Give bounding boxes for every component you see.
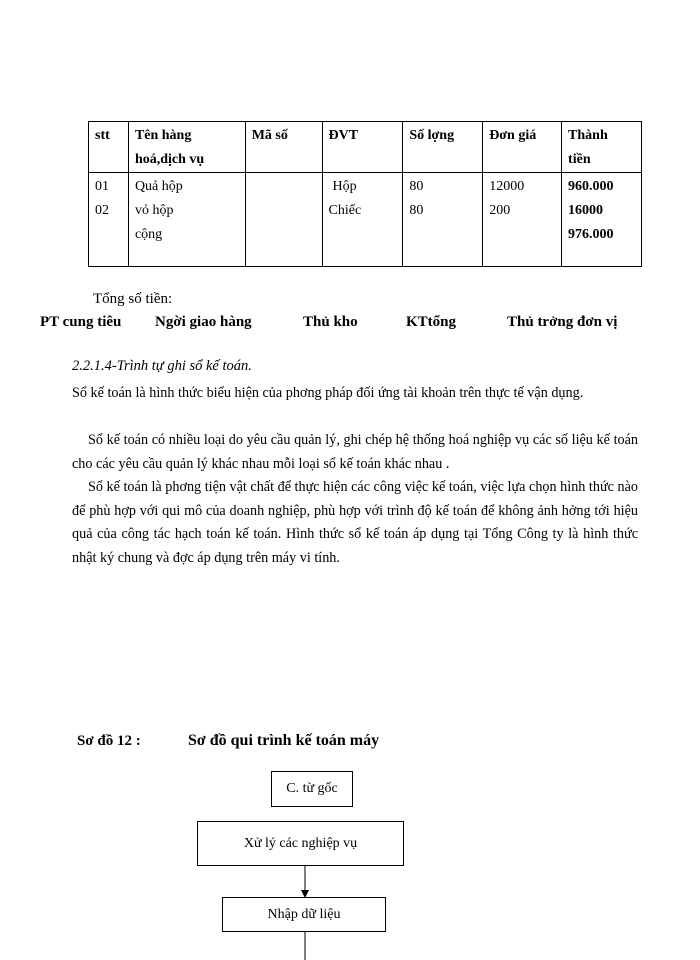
- header-name: Tên hàng hoá,dịch vụ: [128, 122, 245, 173]
- header-price: Đơn giá: [483, 122, 562, 173]
- diagram-title: Sơ đồ qui trình kế toán máy: [188, 732, 380, 749]
- section-heading: 2.2.1.4-Trình tự ghi sổ kế toán.: [72, 358, 252, 374]
- header-code: Mã số: [245, 122, 322, 173]
- paragraph-2: Sổ kế toán có nhiều loại do yêu cầu quản lý, ghi chép hệ thống hoá nghiệp vụ các số liệu kế toán cho các yêu cầu quản lý khác nhau mỗi loại sổ kế toán khác nhau .: [72, 432, 638, 472]
- stt-cell: 01 02: [89, 173, 129, 267]
- flow-node-process: Xử lý các nghiệp vụ: [197, 821, 404, 866]
- signature-nguoi-giao-hang: Ngời giao hàng: [155, 314, 252, 330]
- flow-node-source-docs: C. từ gốc: [271, 771, 353, 807]
- signature-thu-truong: Thủ trởng đơn vị: [507, 314, 618, 330]
- signature-kt-tong: KTtổng: [406, 314, 457, 330]
- flow-node-data-entry: Nhập dữ liệu: [222, 897, 386, 932]
- price-cell: 12000 200: [483, 173, 562, 267]
- paragraph-3: Sổ kế toán là phơng tiện vật chất để thực hiện các công việc kế toán, việc lựa chọn hình thức nào để phù hợp với qui mô của doanh nghiệp, phù hợp với trình độ kế toán để không ảnh hởng tới hiệu quả của công tác hạch toán kế toán. Hình thức sổ kế toán áp dụng tại Tổng Công ty là hình thức nhật ký chung và đợc áp dụng trên máy vi tính.: [72, 479, 638, 566]
- name-cell: Quả hộp vỏ hộp cộng: [128, 173, 245, 267]
- signature-thu-kho: Thủ kho: [303, 314, 358, 330]
- total-label: Tổng số tiền:: [93, 291, 173, 307]
- paragraph-1: Sổ kế toán là hình thức biểu hiện của phơng pháp đối ứng tài khoản trên thực tế vận dụng.: [72, 385, 584, 401]
- header-qty: Số lợng: [403, 122, 483, 173]
- qty-cell: 80 80: [403, 173, 483, 267]
- diagram-label: Sơ đồ 12 :: [77, 733, 141, 749]
- header-amount: Thành tiền: [562, 122, 642, 173]
- amount-cell: 960.000 16000 976.000: [562, 173, 642, 267]
- signature-pt-cung-tieu: PT cung tiêu: [40, 314, 122, 330]
- header-unit: ĐVT: [322, 122, 403, 173]
- unit-cell: Hộp Chiếc: [322, 173, 403, 267]
- header-stt: stt: [89, 122, 129, 173]
